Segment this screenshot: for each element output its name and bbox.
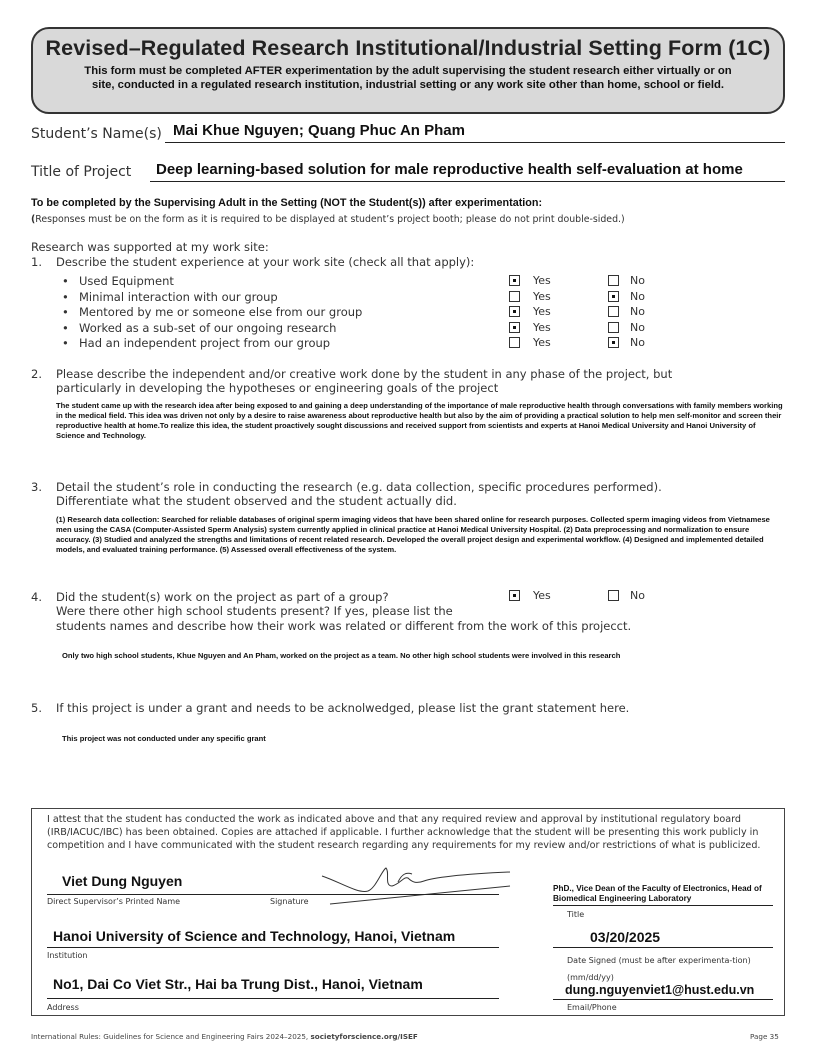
supervisor-title[interactable]: PhD., Vice Dean of the Faculty of Electronics, Head of Biomedical Engineering Laboratory xyxy=(553,884,762,903)
q1-yes-label: Yes xyxy=(533,274,551,287)
q3-line2: Differentiate what the student observed and the student actually did. xyxy=(56,494,457,508)
title-line xyxy=(553,905,773,906)
q4-answer[interactable]: Only two high school students, Khue Nguyen and An Pham, worked on the project as a team. No other high school students were involved in this research xyxy=(62,651,621,660)
address-line xyxy=(47,998,499,999)
signature-label: Signature xyxy=(270,897,309,906)
q4-line3: students names and describe how their work was related or different from the work of this projecct. xyxy=(56,619,632,633)
q1-yes-checkbox[interactable] xyxy=(509,306,520,317)
footer-link[interactable]: societyforscience.org/ISEF xyxy=(310,1032,418,1041)
q1-item-label: Minimal interaction with our group xyxy=(79,289,278,304)
date-signed-label: Date Signed (must be after experimenta-tion) (mm/dd/yy) xyxy=(567,956,751,982)
student-name-line xyxy=(165,142,785,143)
student-name-value[interactable]: Mai Khue Nguyen; Quang Phuc An Pham xyxy=(173,122,465,139)
email-line xyxy=(553,999,773,1000)
q1-yes-checkbox[interactable] xyxy=(509,275,520,286)
bullet-icon: • xyxy=(62,305,69,319)
q1-no-label: No xyxy=(630,336,645,349)
q1-yes-checkbox[interactable] xyxy=(509,337,520,348)
date-line xyxy=(553,947,773,948)
address-label: Address xyxy=(47,1003,79,1012)
q1-yes-checkbox[interactable] xyxy=(509,322,520,333)
instructions-heading: To be completed by the Supervising Adult in the Setting (NOT the Student(s)) after experimentation: xyxy=(31,197,543,209)
q1-text: Describe the student experience at your work site (check all that apply): xyxy=(56,255,475,269)
institution-label: Institution xyxy=(47,951,88,960)
q2-line2: particularly in developing the hypotheses or engineering goals of the project xyxy=(56,381,499,395)
q1-no-label: No xyxy=(630,289,645,303)
attestation-text: I attest that the student has conducted the work as indicated above and that any required review and approval by institutional regulatory board (IRB/IACUC/IBC) has been obtained. Copies are attached if applicable. I further acknowledge that the student will be presenting this work publicly in competition and I have communicated with the student research regarding any requirements for my review and/or restrictions of what is publicized. xyxy=(47,814,761,851)
q2-answer[interactable]: The student came up with the research idea after being exposed to and gaining a deep understanding of the importance of male reproductive health through conversations with family members working in the medical field. This idea was driven not only by a desire to raise awareness about reproductive health but also by the aim of providing a practical solution to help men self-monitor and screen their reproductive health at home.To realize this idea, the student proactively sought discussions and received support from scientists and experts at Hanoi Medical University and Hanoi University of Science and Technology. xyxy=(56,401,783,440)
form-header xyxy=(31,27,785,114)
q1-item-label: Used Equipment xyxy=(79,274,174,288)
q1-no-label: No xyxy=(630,320,645,334)
q1-item-label: Mentored by me or someone else from our group xyxy=(79,305,363,319)
signature-line xyxy=(47,894,499,895)
q1-yes-label: Yes xyxy=(533,305,551,318)
q1-item-label: Had an independent project from our group xyxy=(79,336,331,350)
research-intro: Research was supported at my work site: xyxy=(31,240,269,254)
address-value[interactable]: No1, Dai Co Viet Str., Hai ba Trung Dist., Hanoi, Vietnam xyxy=(53,976,423,992)
q4-line2: Were there other high school students present? If yes, please list the xyxy=(56,604,453,618)
q5-text: If this project is under a grant and needs to be acknolwedged, please list the grant statement here. xyxy=(56,701,630,715)
q5-number: 5. xyxy=(31,701,42,715)
q3-answer[interactable]: (1) Research data collection: Searched for reliable databases of original sperm imaging videos that have been shared online for research purposes. Collected sperm imaging videos from Vietnamese men using the CASA (Computer-Assisted Sperm Analysis) system currently applied in clinical practice at Hanoi Medical University Hospital. (2) Data preprocessing and normalization to ensure accuracy. (3) Studied and analyzed the strengths and limitations of recent related research. Developed the overall project design and experimental workflow. (4) Designed and implemented detailed models, and evaluated training performance. (5) Assessed overall effectiveness of the system. xyxy=(56,515,770,554)
q1-no-label: No xyxy=(630,274,645,287)
form-subtitle: This form must be completed AFTER experimentation by the adult supervising the student research either virtually or on site, conducted in a regulated research institution, industrial setting or any work site other than home, school or field. xyxy=(84,65,732,91)
q4-no-label: No xyxy=(630,589,645,602)
institution-value[interactable]: Hanoi University of Science and Technology, Hanoi, Vietnam xyxy=(53,928,456,944)
q4-number: 4. xyxy=(31,590,42,604)
q2-number: 2. xyxy=(31,367,42,381)
bullet-icon: • xyxy=(62,289,69,304)
q1-yes-label: Yes xyxy=(533,320,551,334)
q1-number: 1. xyxy=(31,255,42,269)
q1-no-label: No xyxy=(630,305,645,318)
student-name-label: Student’s Name(s) xyxy=(31,126,162,142)
q4-no-checkbox[interactable] xyxy=(608,590,619,601)
q4-yes-label: Yes xyxy=(533,589,551,602)
q1-no-checkbox[interactable] xyxy=(608,306,619,317)
q4-line1: Did the student(s) work on the project as part of a group? xyxy=(56,590,389,604)
bullet-icon: • xyxy=(62,336,69,350)
date-signed-value[interactable]: 03/20/2025 xyxy=(590,929,661,945)
q1-item-label: Worked as a sub-set of our ongoing research xyxy=(79,320,337,335)
footer-text: International Rules: Guidelines for Science and Engineering Fairs 2024–2025, societyforscience.org/ISEF xyxy=(31,1032,418,1041)
q3-line1: Detail the student’s role in conducting the research (e.g. data collection, specific procedures performed). xyxy=(56,480,662,494)
bullet-icon: • xyxy=(62,274,69,288)
q4-yes-checkbox[interactable] xyxy=(509,590,520,601)
supervisor-name-label: Direct Supervisor’s Printed Name xyxy=(47,897,181,906)
q1-yes-label: Yes xyxy=(533,289,551,303)
project-title-line xyxy=(150,181,785,182)
q1-no-checkbox[interactable] xyxy=(608,337,619,348)
project-title-value[interactable]: Deep learning-based solution for male reproductive health self-evaluation at home xyxy=(156,161,743,178)
form-title: Revised–Regulated Research Institutional/Industrial Setting Form (1C) xyxy=(45,36,771,60)
q3-number: 3. xyxy=(31,480,42,494)
q1-no-checkbox[interactable] xyxy=(608,275,619,286)
bullet-icon: • xyxy=(62,320,69,335)
q2-line1: Please describe the independent and/or creative work done by the student in any phase of the project, but xyxy=(56,367,673,381)
q5-answer[interactable]: This project was not conducted under any specific grant xyxy=(62,734,266,743)
project-title-label: Title of Project xyxy=(31,164,132,180)
q1-no-checkbox[interactable] xyxy=(608,322,619,333)
email-value[interactable]: dung.nguyenviet1@hust.edu.vn xyxy=(565,983,755,997)
instructions-note: (Responses must be on the form as it is required to be displayed at student’s project booth; please do not print double-sided.) xyxy=(31,214,625,225)
title-label: Title xyxy=(567,910,585,919)
email-label: Email/Phone xyxy=(567,1003,617,1012)
signature-image xyxy=(320,864,520,906)
supervisor-name[interactable]: Viet Dung Nguyen xyxy=(62,873,183,889)
q1-yes-checkbox[interactable] xyxy=(509,291,520,302)
q1-yes-label: Yes xyxy=(533,336,551,349)
institution-line xyxy=(47,947,499,948)
q1-no-checkbox[interactable] xyxy=(608,291,619,302)
page-number: Page 35 xyxy=(750,1032,779,1041)
